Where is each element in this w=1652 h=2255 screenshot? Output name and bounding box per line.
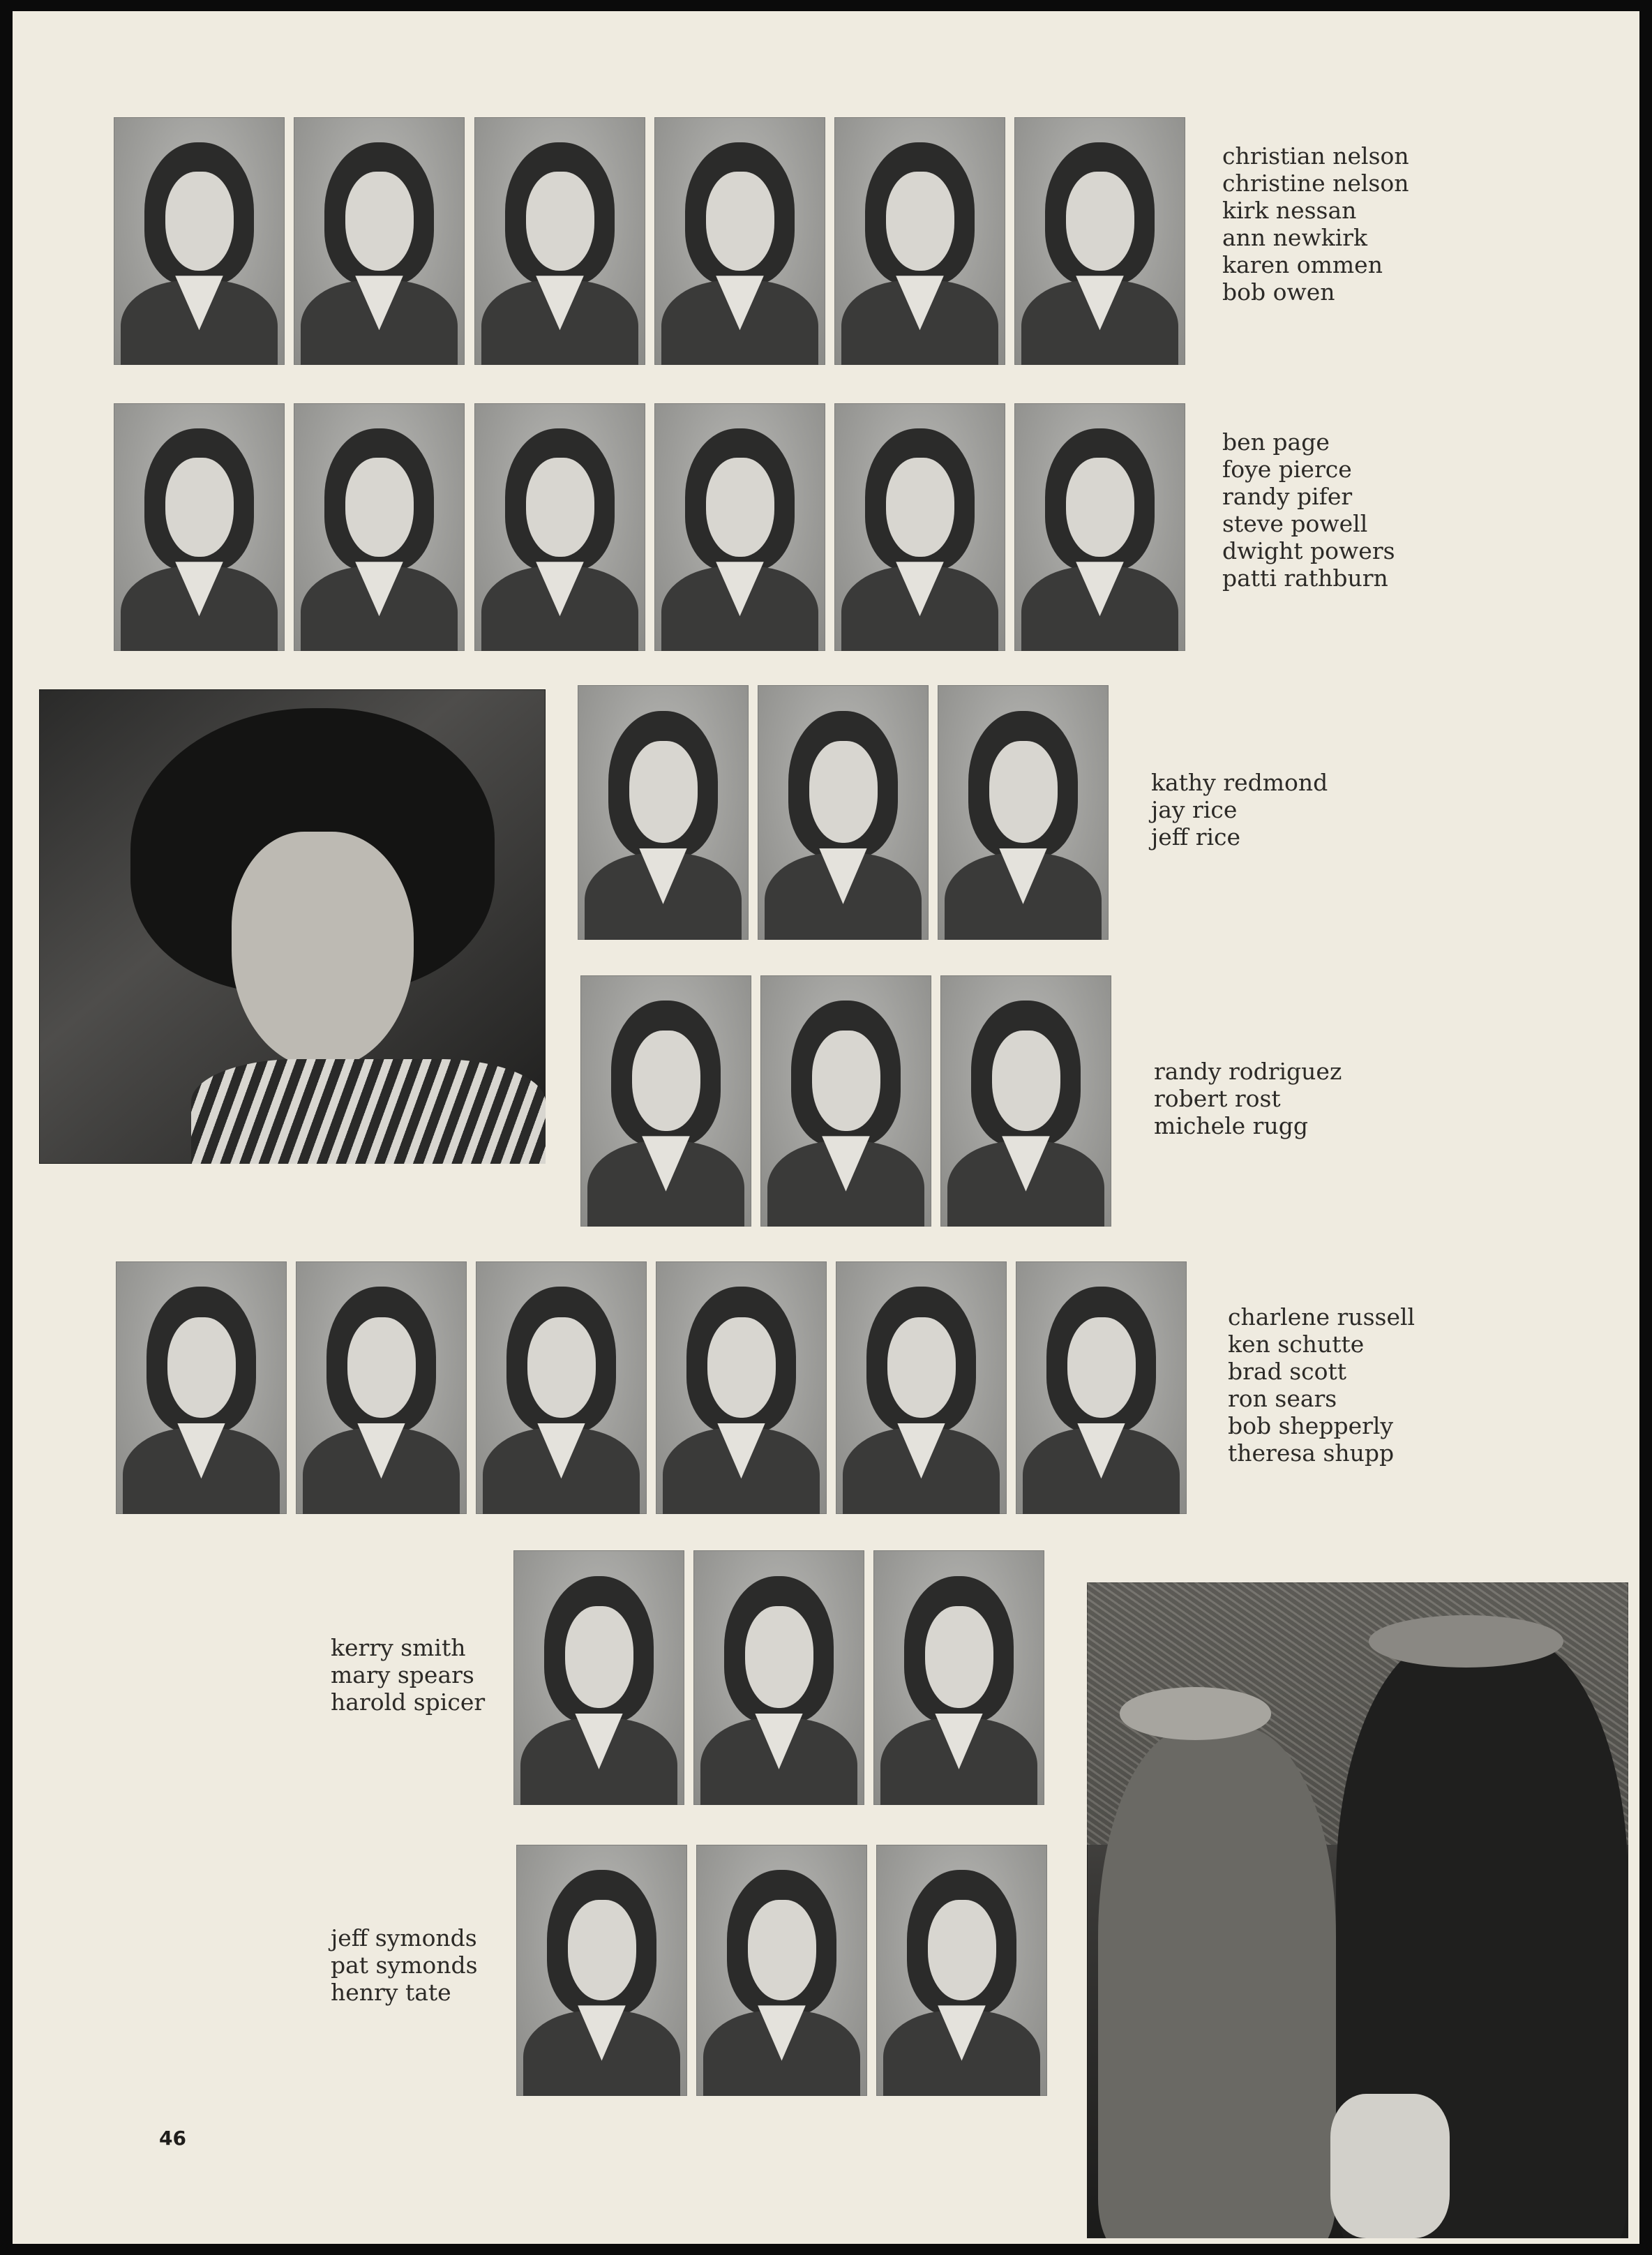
portrait-robert-rost [760, 975, 931, 1227]
candid-photo-right [1087, 1582, 1628, 2238]
name-item: christian nelson [1222, 142, 1409, 170]
name-list-row-7 [331, 1924, 478, 2006]
portrait-michele-rugg [940, 975, 1111, 1227]
name-item: pat symonds [331, 1951, 478, 1979]
name-list-row-3 [1151, 769, 1328, 851]
portrait-patti-rathburn [1014, 403, 1185, 651]
name-item: mary spears [331, 1661, 474, 1688]
name-item: dwight powers [1222, 537, 1395, 564]
portrait-ken-schutte [296, 1261, 467, 1514]
portrait-ron-sears [656, 1261, 827, 1514]
name-item: foye pierce [1222, 456, 1352, 483]
name-item: ann newkirk [1222, 224, 1368, 251]
name-item: kathy redmond [1151, 769, 1328, 796]
name-list-row-4 [1154, 1058, 1342, 1139]
portrait-randy-pifer [474, 403, 645, 651]
portrait-charlene-russell [116, 1261, 287, 1514]
name-item: henry tate [331, 1979, 451, 2006]
name-item: randy pifer [1222, 483, 1353, 510]
portrait-jeff-symonds [516, 1845, 687, 2096]
portrait-harold-spicer [873, 1550, 1044, 1805]
portrait-pat-symonds [696, 1845, 867, 2096]
name-item: theresa shupp [1228, 1439, 1395, 1467]
portrait-kerry-smith [513, 1550, 684, 1805]
name-item: randy rodriguez [1154, 1058, 1342, 1085]
name-item: jay rice [1151, 796, 1238, 823]
portrait-jay-rice [758, 685, 929, 940]
portrait-mary-spears [693, 1550, 864, 1805]
name-item: jeff symonds [331, 1924, 477, 1951]
name-item: bob owen [1222, 278, 1335, 306]
portrait-ann-newkirk [654, 117, 825, 365]
name-item: ken schutte [1228, 1331, 1365, 1358]
page-number: 46 [159, 2127, 186, 2150]
name-item: kirk nessan [1222, 197, 1357, 224]
portrait-christian-nelson [114, 117, 285, 365]
portrait-kathy-redmond [578, 685, 749, 940]
portrait-karen-ommen [834, 117, 1005, 365]
name-list-row-2 [1222, 428, 1395, 592]
name-list-row-1 [1222, 142, 1409, 306]
portrait-dwight-powers [834, 403, 1005, 651]
portrait-randy-rodriguez [580, 975, 751, 1227]
portrait-christine-nelson [294, 117, 465, 365]
name-item: kerry smith [331, 1634, 466, 1661]
name-item: ben page [1222, 428, 1330, 456]
name-item: jeff rice [1151, 823, 1241, 851]
portrait-theresa-shupp [1016, 1261, 1187, 1514]
portrait-jeff-rice [938, 685, 1109, 940]
name-item: ron sears [1228, 1385, 1337, 1412]
yearbook-page [13, 11, 1639, 2244]
name-item: christine nelson [1222, 170, 1409, 197]
portrait-steve-powell [654, 403, 825, 651]
portrait-henry-tate [876, 1845, 1047, 2096]
name-item: charlene russell [1228, 1303, 1416, 1331]
portrait-bob-shepperly [836, 1261, 1007, 1514]
portrait-kirk-nessan [474, 117, 645, 365]
name-item: bob shepperly [1228, 1412, 1394, 1439]
candid-photo-left [39, 689, 546, 1164]
portrait-ben-page [114, 403, 285, 651]
name-item: brad scott [1228, 1358, 1346, 1385]
portrait-bob-owen [1014, 117, 1185, 365]
name-item: patti rathburn [1222, 564, 1388, 592]
name-list-row-6 [331, 1634, 485, 1716]
name-list-row-5 [1228, 1303, 1415, 1467]
name-item: robert rost [1154, 1085, 1281, 1112]
portrait-brad-scott [476, 1261, 647, 1514]
portrait-foye-pierce [294, 403, 465, 651]
name-item: michele rugg [1154, 1112, 1308, 1139]
name-item: steve powell [1222, 510, 1368, 537]
name-item: karen ommen [1222, 251, 1383, 278]
name-item: harold spicer [331, 1688, 486, 1716]
